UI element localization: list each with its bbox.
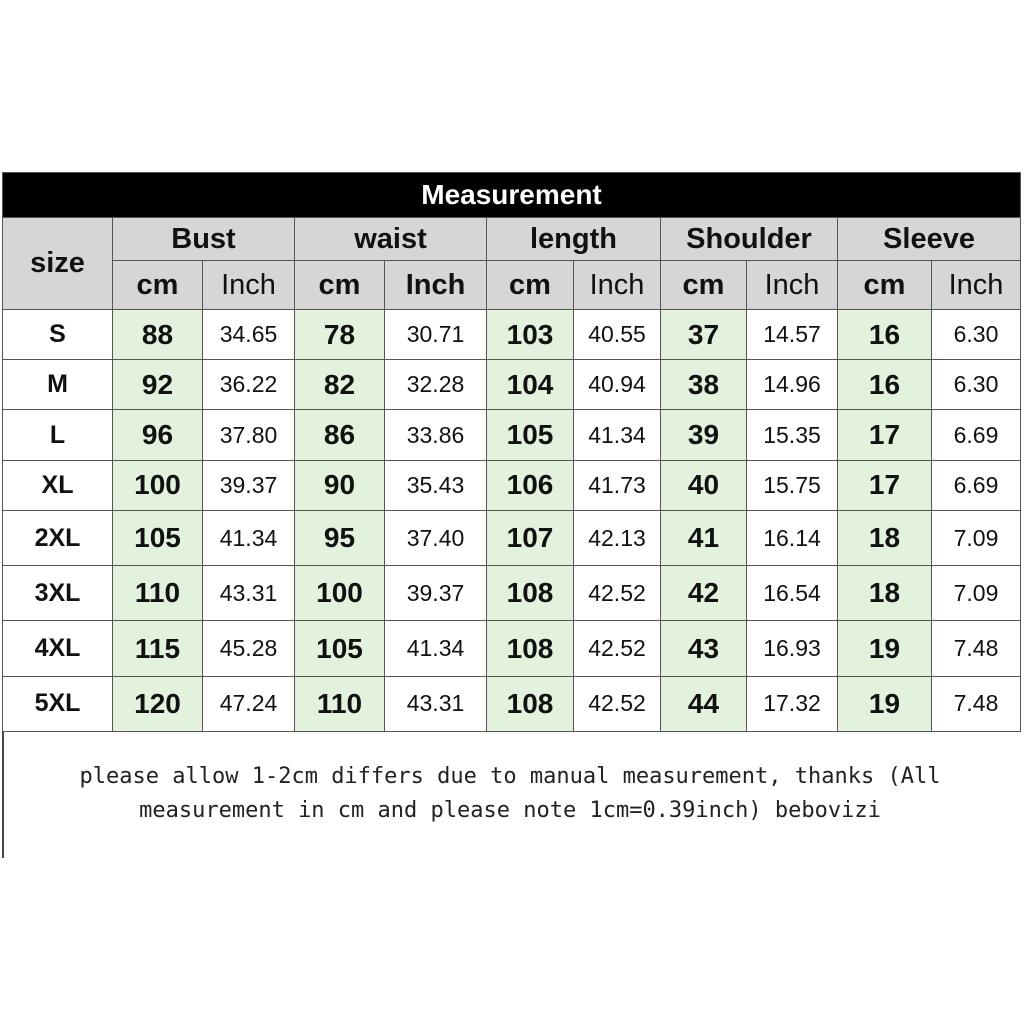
table-row xyxy=(3,460,1021,510)
size-cell: M xyxy=(3,360,113,410)
inch-value-cell: 41.34 xyxy=(385,621,487,676)
inch-value-cell: 15.75 xyxy=(747,460,838,510)
table-row xyxy=(3,676,1021,731)
table-title: Measurement xyxy=(3,173,1021,218)
inch-value-cell: 16.93 xyxy=(747,621,838,676)
measurement-note xyxy=(20,760,1000,828)
inch-value-cell: 14.96 xyxy=(747,360,838,410)
table-row xyxy=(3,566,1021,621)
inch-value-cell: 6.30 xyxy=(932,360,1021,410)
cm-value-cell: 110 xyxy=(113,566,203,621)
cm-value-cell: 108 xyxy=(487,621,574,676)
unit-header: Inch xyxy=(203,261,295,310)
unit-header-row xyxy=(3,261,1021,310)
cm-value-cell: 95 xyxy=(295,510,385,565)
cm-value-cell: 19 xyxy=(838,676,932,731)
unit-header: Inch xyxy=(932,261,1021,310)
cm-value-cell: 86 xyxy=(295,410,385,460)
unit-header: cm xyxy=(661,261,747,310)
cm-value-cell: 38 xyxy=(661,360,747,410)
table-row xyxy=(3,360,1021,410)
cm-value-cell: 40 xyxy=(661,460,747,510)
inch-value-cell: 17.32 xyxy=(747,676,838,731)
inch-value-cell: 7.48 xyxy=(932,676,1021,731)
inch-value-cell: 39.37 xyxy=(203,460,295,510)
cm-value-cell: 82 xyxy=(295,360,385,410)
inch-value-cell: 33.86 xyxy=(385,410,487,460)
unit-header: Inch xyxy=(574,261,661,310)
cm-value-cell: 120 xyxy=(113,676,203,731)
inch-value-cell: 7.09 xyxy=(932,566,1021,621)
cm-value-cell: 18 xyxy=(838,510,932,565)
cm-value-cell: 17 xyxy=(838,460,932,510)
inch-value-cell: 39.37 xyxy=(385,566,487,621)
inch-value-cell: 47.24 xyxy=(203,676,295,731)
inch-value-cell: 42.52 xyxy=(574,676,661,731)
unit-header: cm xyxy=(295,261,385,310)
inch-value-cell: 41.34 xyxy=(574,410,661,460)
table-row xyxy=(3,510,1021,565)
cm-value-cell: 78 xyxy=(295,310,385,360)
cm-value-cell: 106 xyxy=(487,460,574,510)
note-line-1: please allow 1-2cm differs due to manual measurement, thanks (All xyxy=(79,764,941,789)
cm-value-cell: 104 xyxy=(487,360,574,410)
cm-value-cell: 16 xyxy=(838,360,932,410)
cm-value-cell: 105 xyxy=(113,510,203,565)
inch-value-cell: 43.31 xyxy=(385,676,487,731)
inch-value-cell: 6.30 xyxy=(932,310,1021,360)
inch-value-cell: 34.65 xyxy=(203,310,295,360)
inch-value-cell: 43.31 xyxy=(203,566,295,621)
group-header-sleeve: Sleeve xyxy=(838,218,1021,261)
size-chart-body xyxy=(3,310,1021,732)
cm-value-cell: 108 xyxy=(487,676,574,731)
size-cell: 2XL xyxy=(3,510,113,565)
inch-value-cell: 16.14 xyxy=(747,510,838,565)
inch-value-cell: 41.73 xyxy=(574,460,661,510)
cm-value-cell: 103 xyxy=(487,310,574,360)
cm-value-cell: 44 xyxy=(661,676,747,731)
cm-value-cell: 37 xyxy=(661,310,747,360)
note-line-2: measurement in cm and please note 1cm=0.39inch) bebovizi xyxy=(139,798,881,823)
inch-value-cell: 42.13 xyxy=(574,510,661,565)
group-header-bust: Bust xyxy=(113,218,295,261)
cm-value-cell: 100 xyxy=(113,460,203,510)
inch-value-cell: 35.43 xyxy=(385,460,487,510)
group-header-waist: waist xyxy=(295,218,487,261)
group-header-row xyxy=(3,218,1021,261)
inch-value-cell: 7.09 xyxy=(932,510,1021,565)
size-column-header: size xyxy=(3,218,113,310)
inch-value-cell: 37.40 xyxy=(385,510,487,565)
unit-header: cm xyxy=(113,261,203,310)
cm-value-cell: 19 xyxy=(838,621,932,676)
size-cell: XL xyxy=(3,460,113,510)
cm-value-cell: 96 xyxy=(113,410,203,460)
inch-value-cell: 7.48 xyxy=(932,621,1021,676)
inch-value-cell: 6.69 xyxy=(932,460,1021,510)
inch-value-cell: 30.71 xyxy=(385,310,487,360)
inch-value-cell: 40.55 xyxy=(574,310,661,360)
table-row xyxy=(3,410,1021,460)
group-header-length: length xyxy=(487,218,661,261)
inch-value-cell: 45.28 xyxy=(203,621,295,676)
left-border-line xyxy=(2,732,4,858)
cm-value-cell: 110 xyxy=(295,676,385,731)
size-cell: 4XL xyxy=(3,621,113,676)
inch-value-cell: 6.69 xyxy=(932,410,1021,460)
cm-value-cell: 88 xyxy=(113,310,203,360)
size-cell: 3XL xyxy=(3,566,113,621)
size-chart-table xyxy=(2,172,1021,732)
inch-value-cell: 42.52 xyxy=(574,566,661,621)
inch-value-cell: 37.80 xyxy=(203,410,295,460)
cm-value-cell: 108 xyxy=(487,566,574,621)
cm-value-cell: 39 xyxy=(661,410,747,460)
inch-value-cell: 40.94 xyxy=(574,360,661,410)
cm-value-cell: 105 xyxy=(295,621,385,676)
inch-value-cell: 36.22 xyxy=(203,360,295,410)
inch-value-cell: 42.52 xyxy=(574,621,661,676)
size-cell: S xyxy=(3,310,113,360)
inch-value-cell: 14.57 xyxy=(747,310,838,360)
cm-value-cell: 43 xyxy=(661,621,747,676)
cm-value-cell: 42 xyxy=(661,566,747,621)
unit-header: cm xyxy=(487,261,574,310)
size-cell: L xyxy=(3,410,113,460)
cm-value-cell: 92 xyxy=(113,360,203,410)
inch-value-cell: 16.54 xyxy=(747,566,838,621)
cm-value-cell: 41 xyxy=(661,510,747,565)
title-row xyxy=(3,173,1021,218)
unit-header: Inch xyxy=(385,261,487,310)
table-row xyxy=(3,621,1021,676)
group-header-shoulder: Shoulder xyxy=(661,218,838,261)
cm-value-cell: 90 xyxy=(295,460,385,510)
inch-value-cell: 41.34 xyxy=(203,510,295,565)
inch-value-cell: 15.35 xyxy=(747,410,838,460)
cm-value-cell: 115 xyxy=(113,621,203,676)
cm-value-cell: 17 xyxy=(838,410,932,460)
cm-value-cell: 100 xyxy=(295,566,385,621)
inch-value-cell: 32.28 xyxy=(385,360,487,410)
cm-value-cell: 105 xyxy=(487,410,574,460)
table-row xyxy=(3,310,1021,360)
unit-header: Inch xyxy=(747,261,838,310)
unit-header: cm xyxy=(838,261,932,310)
cm-value-cell: 107 xyxy=(487,510,574,565)
cm-value-cell: 18 xyxy=(838,566,932,621)
cm-value-cell: 16 xyxy=(838,310,932,360)
size-cell: 5XL xyxy=(3,676,113,731)
